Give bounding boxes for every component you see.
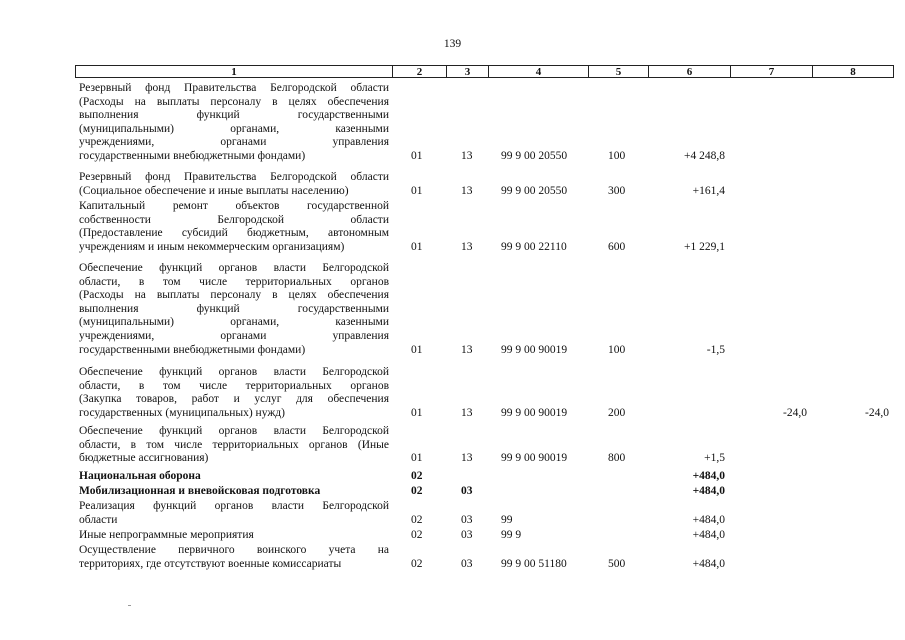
cell-c5: 200 <box>608 406 626 419</box>
header-col-6: 6 <box>648 65 730 78</box>
cell-c3: 03 <box>461 513 473 526</box>
description-line: Обеспечение функций органов власти Белгородской <box>79 366 389 378</box>
cell-c4: 99 9 00 20550 <box>501 150 568 162</box>
scan-artifact <box>128 605 131 606</box>
cell-c2: 02 <box>411 470 423 482</box>
cell-c5: 500 <box>608 557 626 570</box>
description-line: Обеспечение функций органов власти Белгородской <box>79 425 389 437</box>
cell-c6: +1,5 <box>704 452 725 465</box>
cell-c4: 99 9 00 51180 <box>501 557 567 570</box>
cell-c6: +484,0 <box>692 485 725 497</box>
description-line: (муниципальными) органами, казенными <box>79 122 389 135</box>
description-line: области, в том числе территориальных органов (Иные <box>79 438 389 451</box>
description-line: (Предоставление субсидий бюджетным, автономным <box>79 227 389 240</box>
cell-c4: 99 9 00 90019 <box>501 343 568 356</box>
description-line: Резервный фонд Правительства Белгородской области <box>79 171 389 183</box>
cell-c2: 01 <box>411 184 423 197</box>
description-line: бюджетные ассигнования) <box>79 452 209 465</box>
description-line: территориях, где отсутствуют военные комиссариаты <box>79 557 342 570</box>
cell-c2: 02 <box>411 529 423 541</box>
cell-c5: 800 <box>608 452 626 465</box>
description-line: (муниципальными) органами, казенными <box>79 316 389 329</box>
description-line: Иные непрограммные мероприятия <box>79 529 254 541</box>
description-line: государственными внебюджетными фондами) <box>79 343 306 356</box>
description-line: государственными внебюджетными фондами) <box>79 149 306 162</box>
row-description <box>79 262 389 357</box>
cell-c3: 03 <box>461 485 473 497</box>
description-line: области, в том числе территориальных органов <box>79 379 389 392</box>
description-line: Обеспечение функций органов власти Белгородской <box>79 262 389 274</box>
cell-c3: 03 <box>461 529 473 541</box>
description-line: выполнения функций государственными <box>79 302 389 315</box>
cell-c4: 99 9 00 90019 <box>501 406 568 419</box>
cell-c2: 01 <box>411 343 423 356</box>
description-line: выполнения функций государственными <box>79 109 389 122</box>
header-col-4: 4 <box>488 65 588 78</box>
cell-c7: -24,0 <box>783 406 807 419</box>
cell-c2: 02 <box>411 557 423 570</box>
row-description <box>79 200 389 254</box>
cell-c3: 13 <box>461 184 473 197</box>
cell-c5: 100 <box>608 343 626 356</box>
description-line: учреждениям и иным некоммерческим организациям) <box>79 240 345 253</box>
cell-c4: 99 <box>501 513 513 526</box>
cell-c2: 01 <box>411 406 423 419</box>
cell-c6: +484,0 <box>692 529 725 541</box>
cell-c6: +484,0 <box>692 470 725 482</box>
description-line: Осуществление первичного воинского учета на <box>79 544 389 556</box>
cell-c3: 03 <box>461 557 473 570</box>
cell-c4: 99 9 00 22110 <box>501 240 567 253</box>
description-line: (Расходы на выплаты персоналу в целях обеспечения <box>79 289 389 302</box>
cell-c3: 13 <box>461 240 473 253</box>
page-number: 139 <box>443 38 462 50</box>
description-line: Национальная оборона <box>79 470 201 482</box>
row-description <box>79 529 389 543</box>
cell-c5: 100 <box>608 150 626 162</box>
description-line: учреждениями, органами управления <box>79 136 389 149</box>
description-line: области, в том числе территориальных органов <box>79 275 389 288</box>
header-col-1: 1 <box>75 65 392 78</box>
row-description <box>79 485 389 499</box>
description-line: Резервный фонд Правительства Белгородской области <box>79 82 389 94</box>
cell-c6: +161,4 <box>692 184 725 197</box>
cell-c6: +4 248,8 <box>684 150 725 162</box>
row-description <box>79 500 389 527</box>
description-line: Капитальный ремонт объектов государственной <box>79 200 389 212</box>
cell-c4: 99 9 00 90019 <box>501 452 568 465</box>
description-line: области <box>79 513 118 526</box>
cell-c5: 300 <box>608 184 626 197</box>
header-col-3: 3 <box>446 65 488 78</box>
cell-c3: 13 <box>461 150 473 162</box>
cell-c6: +1 229,1 <box>684 240 725 253</box>
row-description <box>79 425 389 466</box>
cell-c3: 13 <box>461 406 473 419</box>
header-col-7: 7 <box>730 65 812 78</box>
cell-c3: 13 <box>461 343 473 356</box>
row-description <box>79 544 389 571</box>
cell-c6: +484,0 <box>692 557 725 570</box>
description-line: учреждениями, органами управления <box>79 329 389 342</box>
cell-c6: +484,0 <box>692 513 725 526</box>
description-line: (Закупка товаров, работ и услуг для обеспечения <box>79 393 389 406</box>
row-description <box>79 470 389 484</box>
cell-c2: 02 <box>411 513 423 526</box>
cell-c8: -24,0 <box>865 406 889 419</box>
description-line: (Расходы на выплаты персоналу в целях обеспечения <box>79 95 389 108</box>
header-col-2: 2 <box>392 65 446 78</box>
cell-c3: 13 <box>461 452 473 465</box>
cell-c2: 01 <box>411 240 423 253</box>
header-col-5: 5 <box>588 65 648 78</box>
cell-c4: 99 9 <box>501 529 522 541</box>
header-col-8: 8 <box>812 65 894 78</box>
description-line: Мобилизационная и вневойсковая подготовка <box>79 485 321 497</box>
row-description <box>79 171 389 198</box>
cell-c6: -1,5 <box>706 343 725 356</box>
description-line: (Социальное обеспечение и иные выплаты населению) <box>79 184 349 197</box>
cell-c2: 01 <box>411 150 423 162</box>
description-line: государственных (муниципальных) нужд) <box>79 406 285 419</box>
description-line: Реализация функций органов власти Белгородской <box>79 500 389 512</box>
cell-c4: 99 9 00 20550 <box>501 184 568 197</box>
cell-c5: 600 <box>608 240 626 253</box>
description-line: собственности Белгородской области <box>79 213 389 226</box>
cell-c2: 01 <box>411 452 423 465</box>
cell-c2: 02 <box>411 485 423 497</box>
row-description <box>79 366 389 420</box>
row-description <box>79 82 389 164</box>
